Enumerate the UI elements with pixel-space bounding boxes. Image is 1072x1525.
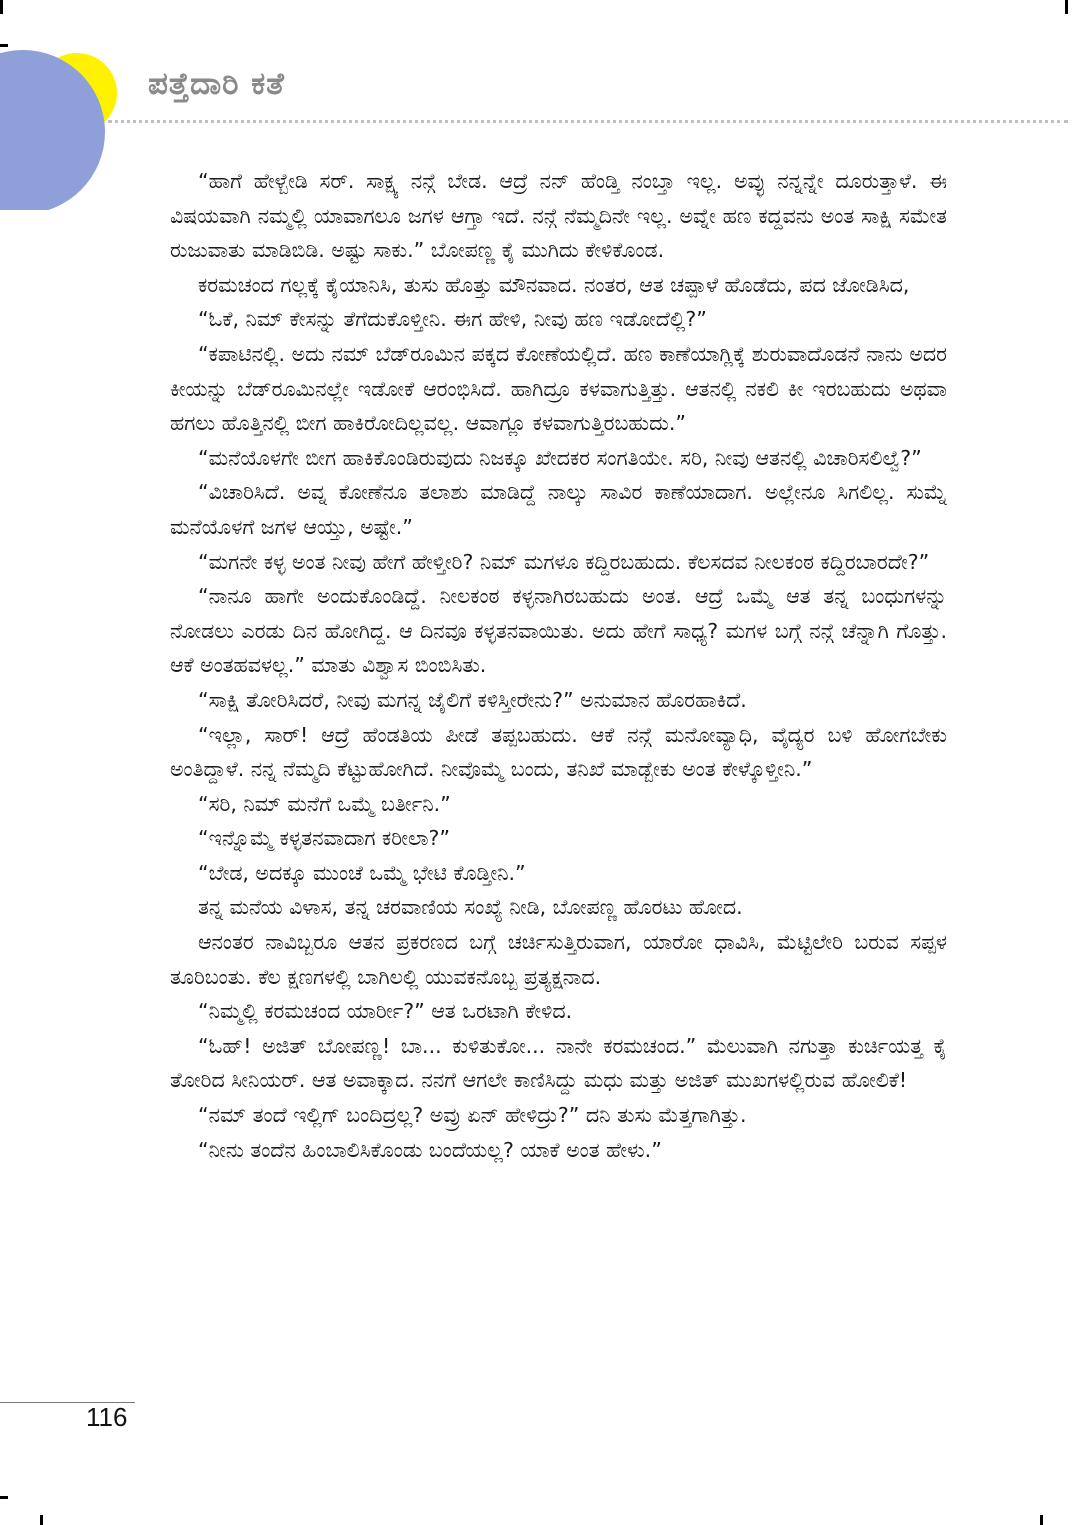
paragraph: “ಸರಿ, ನಿಮ್ ಮನೆಗೆ ಒಮ್ಮೆ ಬರ್ತೀನಿ.” — [198, 791, 451, 816]
paragraph: “ಸಾಕ್ಷಿ ತೋರಿಸಿದರೆ, ನೀವು ಮಗನ್ನ ಜೈಲಿಗೆ ಕಳಿಸ್ತೀರೇನು?” ಅನುಮಾನ ಹೊರಹಾಕಿದೆ. — [198, 687, 747, 712]
header-decoration — [0, 0, 150, 210]
crop-mark-bottom-right — [1040, 1515, 1043, 1525]
paragraph: “ಹಾಗೆ ಹೇಳ್ಬೇಡಿ ಸರ್. ಸಾಕ್ಷ್ಯ ನನ್ಗೆ ಬೇಡ. ಆದ್ರೆ ನನ್ ಹೆಂಡ್ತಿ ನಂಬ್ತಾ ಇಲ್ಲ. ಅವ್ಳು ನನ್ನನ್ನೇ ದೂರುತ್ತಾಳೆ. ಈ ವಿಷಯವಾಗಿ ನಮ್ಮಲ್ಲಿ ಯಾವಾಗಲೂ ಜಗಳ ಆಗ್ತಾ ಇದೆ. ನನ್ಗೆ ನೆಮ್ಮದಿನೇ ಇಲ್ಲ. ಅವ್ನೇ ಹಣ ಕದ್ದವನು ಅಂತ ಸಾಕ್ಷಿ ಸಮೇತ ರುಜುವಾತು ಮಾಡಿಬಿಡಿ. ಅಷ್ಟು ಸಾಕು.” ಬೋಪಣ್ಣ ಕೈ ಮುಗಿದು ಕೇಳಿಕೊಂಡ. — [170, 169, 947, 263]
paragraph: “ಮನೆಯೊಳಗೇ ಬೀಗ ಹಾಕಿಕೊಂಡಿರುವುದು ನಿಜಕ್ಕೂ ಖೇದಕರ ಸಂಗತಿಯೇ. ಸರಿ, ನೀವು ಆತನಲ್ಲಿ ವಿಚಾರಿಸಲಿಲ್ವೆ?” — [198, 445, 922, 470]
running-header-title: ಪತ್ತೆದಾರಿ ಕತೆ — [148, 66, 285, 102]
paragraph: “ವಿಚಾರಿಸಿದೆ. ಅವ್ನ ಕೋಣೆನೂ ತಲಾಶು ಮಾಡಿದ್ದೆ ನಾಲ್ಕು ಸಾವಿರ ಕಾಣೆಯಾದಾಗ. ಅಲ್ಲೇನೂ ಸಿಗಲಿಲ್ಲ. ಸುಮ್ನೆ ಮನೆಯೊಳಗೆ ಜಗಳ ಆಯ್ತು, ಅಷ್ಟೇ.” — [170, 480, 947, 539]
header-dotted-rule — [108, 120, 1068, 123]
paragraph: ತನ್ನ ಮನೆಯ ವಿಳಾಸ, ತನ್ನ ಚರವಾಣಿಯ ಸಂಖ್ಯೆ ನೀಡಿ, ಬೋಪಣ್ಣ ಹೊರಟು ಹೋದ. — [198, 895, 743, 920]
crop-mark-top-right — [1065, 0, 1068, 14]
paragraph: “ಇಲ್ಲಾ, ಸಾರ್! ಆದ್ರೆ ಹೆಂಡತಿಯ ಪೀಡೆ ತಪ್ಪಬಹುದು. ಆಕೆ ನನ್ಗೆ ಮನೋವ್ಯಾಧಿ, ವೈದ್ಯರ ಬಳಿ ಹೋಗಬೇಕು ಅಂತಿದ್ದಾಳೆ. ನನ್ನ ನೆಮ್ಮದಿ ಕೆಟ್ಟುಹೋಗಿದೆ. ನೀವೊಮ್ಮೆ ಬಂದು, ತನಿಖೆ ಮಾಡ್ಬೇಕು ಅಂತ ಕೇಳ್ಕೊಳ್ತೀನಿ.” — [170, 722, 947, 782]
paragraph: “ನಾನೂ ಹಾಗೇ ಅಂದುಕೊಂಡಿದ್ದೆ. ನೀಲಕಂಠ ಕಳ್ಳನಾಗಿರಬಹುದು ಅಂತ. ಆದ್ರೆ ಒಮ್ಮೆ ಆತ ತನ್ನ ಬಂಧುಗಳನ್ನು ನೋಡಲು ಎರಡು ದಿನ ಹೋಗಿದ್ದ. ಆ ದಿನವೂ ಕಳ್ಳತನವಾಯಿತು. ಅದು ಹೇಗೆ ಸಾಧ್ಯ? ಮಗಳ ಬಗ್ಗೆ ನನ್ಗೆ ಚೆನ್ನಾಗಿ ಗೊತ್ತು. ಆಕೆ ಅಂತಹವಳಲ್ಲ.” ಮಾತು ವಿಶ್ವಾಸ ಬಿಂಬಿಸಿತು. — [170, 584, 947, 678]
paragraph: “ಬೇಡ, ಅದಕ್ಕೂ ಮುಂಚೆ ಒಮ್ಮೆ ಭೇಟಿ ಕೊಡ್ತೀನಿ.” — [198, 860, 526, 885]
paragraph: “ಕಪಾಟಿನಲ್ಲಿ. ಅದು ನಮ್ ಬೆಡ್‌ರೂಮಿನ ಪಕ್ಕದ ಕೋಣೆಯಲ್ಲಿದೆ. ಹಣ ಕಾಣೆಯಾಗ್ಲಿಕ್ಕೆ ಶುರುವಾದೊಡನೆ ನಾನು ಅದರ ಕೀಯನ್ನು ಬೆಡ್‌ರೂಮಿನಲ್ಲೇ ಇಡೋಕೆ ಆರಂಭಿಸಿದೆ. ಹಾಗಿದ್ರೂ ಕಳವಾಗುತ್ತಿತ್ತು. ಆತನಲ್ಲಿ ನಕಲಿ ಕೀ ಇರಬಹುದು ಅಥವಾ ಹಗಲು ಹೊತ್ತಿನಲ್ಲಿ ಬೀಗ ಹಾಕಿರೋದಿಲ್ಲವಲ್ಲ. ಆವಾಗ್ಲೂ ಕಳವಾಗುತ್ತಿರಬಹುದು.” — [170, 341, 947, 436]
paragraph: “ಓಕೆ, ನಿಮ್ ಕೇಸನ್ನು ತೆಗೆದುಕೊಳ್ತೀನಿ. ಈಗ ಹೇಳಿ, ನೀವು ಹಣ ಇಡೋದೆಲ್ಲಿ?” — [198, 307, 707, 332]
paragraph: “ನಿಮ್ಮಲ್ಲಿ ಕರಮಚಂದ ಯಾರ್ರೀ?” ಆತ ಒರಟಾಗಿ ಕೇಳಿದ. — [198, 999, 573, 1024]
story-body — [170, 164, 947, 1167]
paragraph: “ಇನ್ನೊಮ್ಮೆ ಕಳ್ಳತನವಾದಾಗ ಕರೀಲಾ?” — [198, 826, 450, 851]
paragraph: “ಓಹ್! ಅಜಿತ್ ಬೋಪಣ್ಣ! ಬಾ... ಕುಳಿತುಕೋ... ನಾನೇ ಕರಮಚಂದ.” ಮೆಲುವಾಗಿ ನಗುತ್ತಾ ಕುರ್ಚಿಯತ್ತ ಕೈ ತೋರಿದ ಸೀನಿಯರ್. ಆತ ಅವಾಕ್ಕಾದ. ನನಗೆ ಆಗಲೇ ಕಾಣಿಸಿದ್ದು ಮಧು ಮತ್ತು ಅಜಿತ್ ಮುಖಗಳಲ್ಲಿರುವ ಹೋಲಿಕೆ! — [170, 1033, 947, 1093]
crop-mark-left-lower — [0, 1496, 8, 1499]
paragraph: ಆನಂತರ ನಾವಿಬ್ಬರೂ ಆತನ ಪ್ರಕರಣದ ಬಗ್ಗೆ ಚರ್ಚಿಸುತ್ತಿರುವಾಗ, ಯಾರೋ ಧಾವಿಸಿ, ಮೆಟ್ಟಿಲೇರಿ ಬರುವ ಸಪ್ಪಳ ತೂರಿಬಂತು. ಕೆಲ ಕ್ಷಣಗಳಲ್ಲಿ ಬಾಗಿಲಲ್ಲಿ ಯುವಕನೊಬ್ಬ ಪ್ರತ್ಯಕ್ಷನಾದ. — [170, 930, 947, 989]
paragraph: ಕರಮಚಂದ ಗಲ್ಲಕ್ಕೆ ಕೈಯಾನಿಸಿ, ತುಸು ಹೊತ್ತು ಮೌನವಾದ. ನಂತರ, ಆತ ಚಪ್ಪಾಳೆ ಹೊಡೆದು, ಪದ ಜೋಡಿಸಿದ, — [198, 272, 910, 297]
paragraph: “ನಮ್ ತಂದೆ ಇಲ್ಲಿಗ್ ಬಂದಿದ್ರಲ್ಲ? ಅವ್ರು ಏನ್ ಹೇಳಿದ್ರು?” ದನಿ ತುಸು ಮೆತ್ತಗಾಗಿತ್ತು. — [198, 1103, 747, 1128]
paragraph: “ನೀನು ತಂದೆನ ಹಿಂಬಾಲಿಸಿಕೊಂಡು ಬಂದೆಯಲ್ಲ? ಯಾಕೆ ಅಂತ ಹೇಳು.” — [198, 1137, 662, 1162]
paragraph: “ಮಗನೇ ಕಳ್ಳ ಅಂತ ನೀವು ಹೇಗೆ ಹೇಳ್ತೀರಿ? ನಿಮ್ ಮಗಳೂ ಕದ್ದಿರಬಹುದು. ಕೆಲಸದವ ನೀಲಕಂಠ ಕದ್ದಿರಬಾರದೇ?” — [198, 549, 930, 574]
crop-mark-bottom-left — [40, 1515, 43, 1525]
page-number: 116 — [86, 1402, 128, 1432]
